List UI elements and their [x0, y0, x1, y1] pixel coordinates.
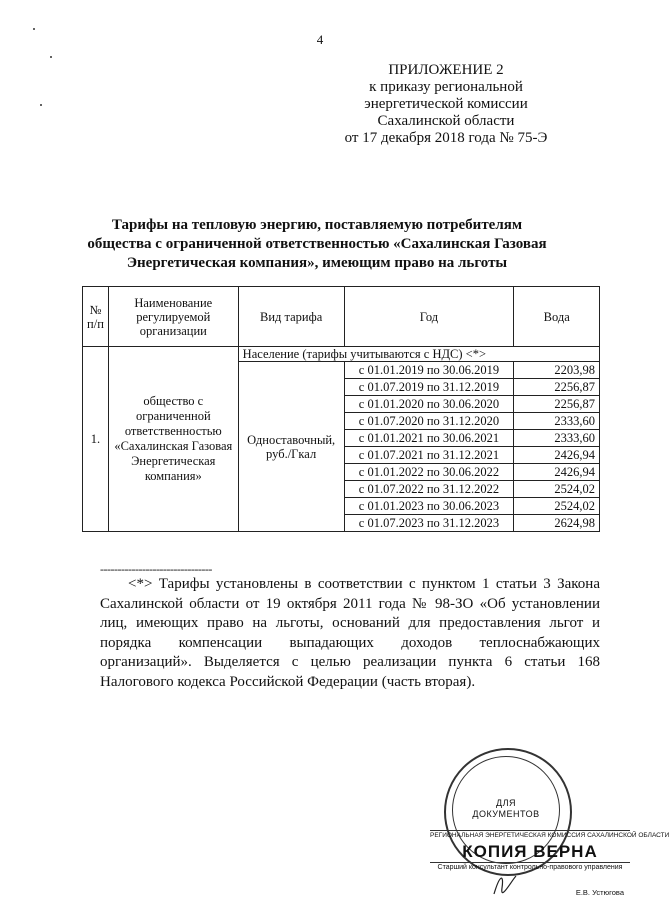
- document-title: Тарифы на тепловую энергию, поставляемую потребителям общества с ограниченной ответственностью «Сахалинская Газовая Энергетическая компания», имеющим право на льготы: [87, 217, 547, 271]
- row-number: 1.: [83, 347, 109, 532]
- stamp-copy-verified: КОПИЯ ВЕРНА: [462, 842, 598, 861]
- period-cell: с 01.07.2019 по 31.12.2019: [344, 379, 514, 396]
- value-cell: 2256,87: [514, 396, 600, 413]
- header-num: № п/п: [83, 287, 109, 347]
- period-cell: с 01.01.2022 по 30.06.2022: [344, 464, 514, 481]
- stamp-person: Е.В. Устюгова: [575, 888, 624, 897]
- period-cell: с 01.01.2019 по 30.06.2019: [344, 362, 514, 379]
- tariff-table: [82, 286, 600, 532]
- value-cell: 2524,02: [514, 498, 600, 515]
- period-cell: с 01.07.2020 по 31.12.2020: [344, 413, 514, 430]
- appendix-line: от 17 декабря 2018 года № 75-Э: [344, 130, 548, 146]
- scan-speck: [33, 28, 35, 30]
- population-row: [83, 347, 600, 362]
- value-cell: 2203,98: [514, 362, 600, 379]
- value-cell: 2333,60: [514, 430, 600, 447]
- appendix-line: энергетической комиссии: [364, 96, 528, 112]
- signature-icon: [490, 870, 520, 900]
- period-cell: с 01.01.2023 по 30.06.2023: [344, 498, 514, 515]
- footnote-divider: --------------------------------: [100, 562, 212, 576]
- certification-stamp: [430, 748, 669, 903]
- appendix-header: [316, 62, 576, 147]
- footnote-text: <*> Тарифы установлены в соответствии с пунктом 1 статьи 3 Закона Сахалинской области от 19 октября 2011 года № 98-ЗО «Об установлении лиц, имеющих право на льготы, оснований для предоставления льгот и порядка компенсации выпадающих доходов теплоснабжающих организаций». Выделяется с целью реализации пункта 6 статьи 168 Налогового кодекса Российской Федерации (часть вторая).: [100, 576, 600, 690]
- header-water: Вода: [514, 287, 600, 347]
- population-label: Население (тарифы учитываются с НДС) <*>: [238, 347, 599, 362]
- value-cell: 2624,98: [514, 515, 600, 532]
- period-cell: с 01.07.2023 по 31.12.2023: [344, 515, 514, 532]
- stamp-commission: РЕГИОНАЛЬНАЯ ЭНЕРГЕТИЧЕСКАЯ КОМИССИЯ САХАЛИНСКОЙ ОБЛАСТИ: [430, 832, 669, 839]
- scan-speck: [50, 56, 52, 58]
- page-number: 4: [316, 32, 324, 47]
- value-cell: 2426,94: [514, 447, 600, 464]
- header-year: Год: [344, 287, 514, 347]
- stamp-copy-box: [430, 830, 669, 902]
- scan-speck: [40, 104, 42, 106]
- value-cell: 2426,94: [514, 464, 600, 481]
- stamp-position: Старший консультант контрольно-правового управления: [430, 862, 630, 871]
- value-cell: 2256,87: [514, 379, 600, 396]
- period-cell: с 01.07.2022 по 31.12.2022: [344, 481, 514, 498]
- header-tariff-type: Вид тарифа: [238, 287, 344, 347]
- header-org: Наименование регулируемой организации: [108, 287, 238, 347]
- tariff-type: Одноставочный, руб./Гкал: [238, 362, 344, 532]
- value-cell: 2333,60: [514, 413, 600, 430]
- period-cell: с 01.01.2020 по 30.06.2020: [344, 396, 514, 413]
- appendix-line: к приказу региональной: [369, 79, 523, 95]
- table-header-row: [83, 287, 600, 347]
- stamp-dept-label: ДЛЯ ДОКУМЕНТОВ: [472, 798, 540, 819]
- appendix-line: Сахалинской области: [377, 113, 515, 129]
- value-cell: 2524,02: [514, 481, 600, 498]
- appendix-line: ПРИЛОЖЕНИЕ 2: [388, 62, 504, 78]
- period-cell: с 01.07.2021 по 31.12.2021: [344, 447, 514, 464]
- organization-name: общество с ограниченной ответственностью «Сахалинская Газовая Энергетическая компания»: [108, 347, 238, 532]
- period-cell: с 01.01.2021 по 30.06.2021: [344, 430, 514, 447]
